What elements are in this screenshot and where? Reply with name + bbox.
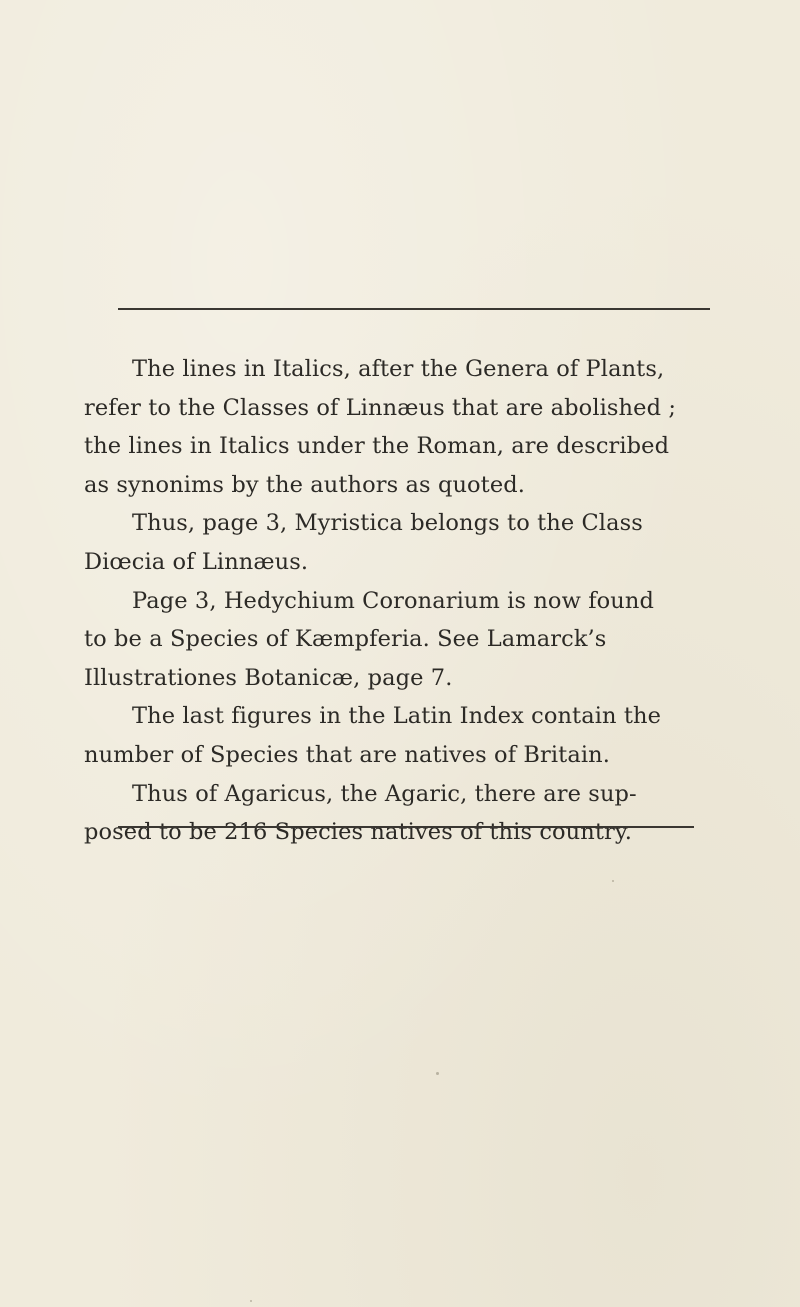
bottom-rule	[118, 826, 694, 828]
text-line: Page 3, Hedychium Coronarium is now found	[132, 587, 654, 614]
text-block	[84, 350, 713, 852]
paragraph-myristica	[84, 504, 713, 581]
text-line: refer to the Classes of Linnæus that are abolished ;	[84, 394, 677, 421]
text-line: The lines in Italics, after the Genera of Plants,	[132, 356, 665, 382]
text-line: posed to be 216 Species natives of this country.	[84, 819, 632, 846]
paper-speck	[250, 1300, 252, 1302]
paragraph-hedychium	[84, 582, 713, 698]
top-rule	[118, 308, 710, 310]
paragraph-latin-index	[84, 697, 713, 774]
text-line: the lines in Italics under the Roman, are described	[84, 433, 670, 460]
paper-speck	[612, 880, 614, 882]
text-line: to be a Species of Kæmpferia. See Lamarck’s	[84, 626, 607, 653]
text-line: as synonims by the authors as quoted.	[84, 471, 525, 498]
text-line: Diœcia of Linnæus.	[84, 548, 309, 575]
text-line: Thus of Agaricus, the Agaric, there are sup-	[132, 780, 637, 807]
paragraph-italics-note	[84, 350, 713, 504]
text-line: Illustrationes Botanicæ, page 7.	[84, 664, 453, 691]
text-line: number of Species that are natives of Britain.	[84, 741, 610, 768]
paper-speck	[436, 1072, 439, 1075]
paragraph-agaricus	[84, 775, 713, 852]
text-line: The last figures in the Latin Index contain the	[132, 703, 662, 730]
text-line: Thus, page 3, Myristica belongs to the Class	[132, 510, 643, 537]
